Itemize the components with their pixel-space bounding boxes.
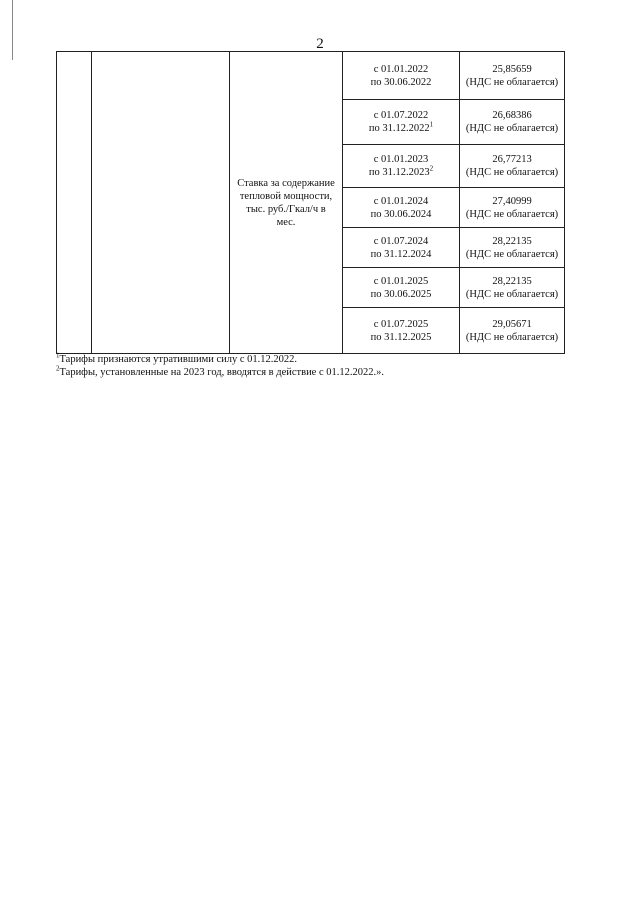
period-from: с 01.01.2022: [373, 63, 429, 75]
empty-cell-number: [57, 52, 92, 354]
value-cell: [460, 145, 565, 188]
period-to: по 31.12.2023$^2$: [368, 164, 434, 178]
period-cell: [343, 52, 460, 100]
footnote-text: Тарифы признаются утратившими силу с 01.12.2022.: [59, 354, 298, 365]
value-cell: [460, 308, 565, 354]
period-to: по 30.06.2024: [370, 208, 432, 220]
rate-name-cell: [230, 52, 343, 354]
vat-note: (НДС не облагается): [465, 123, 559, 134]
period-cell: [343, 145, 460, 188]
footnote-mark: 2: [56, 364, 60, 373]
vat-note: (НДС не облагается): [465, 208, 559, 220]
period-cell: [343, 100, 460, 145]
period-cell: [343, 188, 460, 228]
period-cell: [343, 228, 460, 268]
footnote: [56, 353, 616, 366]
period-to: по 31.12.2022$^1$: [368, 120, 434, 134]
tariff-value: 27,40999: [492, 195, 532, 207]
value-cell: [460, 268, 565, 308]
tariff-table: [56, 51, 565, 354]
tariff-value: 26,68386: [492, 110, 532, 121]
period-cell: [343, 308, 460, 354]
period-to: по 31.12.2025: [370, 331, 432, 343]
value-cell: [460, 100, 565, 145]
tariff-value: 28,22135: [492, 275, 532, 287]
empty-cell-organization: [92, 52, 230, 354]
value-cell: [460, 228, 565, 268]
value-cell: [460, 188, 565, 228]
footnote-mark: 1: [56, 351, 60, 360]
period-from: с 01.07.2025: [373, 318, 429, 330]
vat-note: (НДС не облагается): [465, 248, 559, 260]
vat-note: (НДС не облагается): [465, 331, 559, 343]
period-from: с 01.01.2024: [373, 195, 429, 207]
period-from: с 01.01.2025: [373, 275, 429, 287]
period-to: по 31.12.2024: [370, 248, 432, 260]
period-from: с 01.07.2022: [373, 110, 429, 121]
tariff-value: 28,22135: [492, 235, 532, 247]
tariff-value: 26,77213: [492, 154, 532, 165]
value-cell: [460, 52, 565, 100]
period-from: с 01.07.2024: [373, 235, 429, 247]
rate-name-text: Ставка за содержание тепловой мощности, тыс. руб./Гкал/ч в мес.: [237, 177, 335, 228]
table-row: [57, 52, 565, 100]
vat-note: (НДС не облагается): [465, 167, 559, 178]
period-to: по 30.06.2025: [370, 288, 432, 300]
page-number: 2: [316, 36, 324, 52]
period-from: с 01.01.2023: [373, 154, 429, 165]
tariff-value: 25,85659: [492, 63, 532, 75]
period-to: по 30.06.2022: [370, 76, 432, 88]
footnotes: [56, 353, 616, 379]
footnote: [56, 366, 616, 379]
vat-note: (НДС не облагается): [465, 76, 559, 88]
vat-note: (НДС не облагается): [465, 288, 559, 300]
tariff-value: 29,05671: [492, 318, 532, 330]
footnote-text: Тарифы, установленные на 2023 год, вводятся в действие с 01.12.2022.».: [59, 367, 385, 378]
period-cell: [343, 268, 460, 308]
